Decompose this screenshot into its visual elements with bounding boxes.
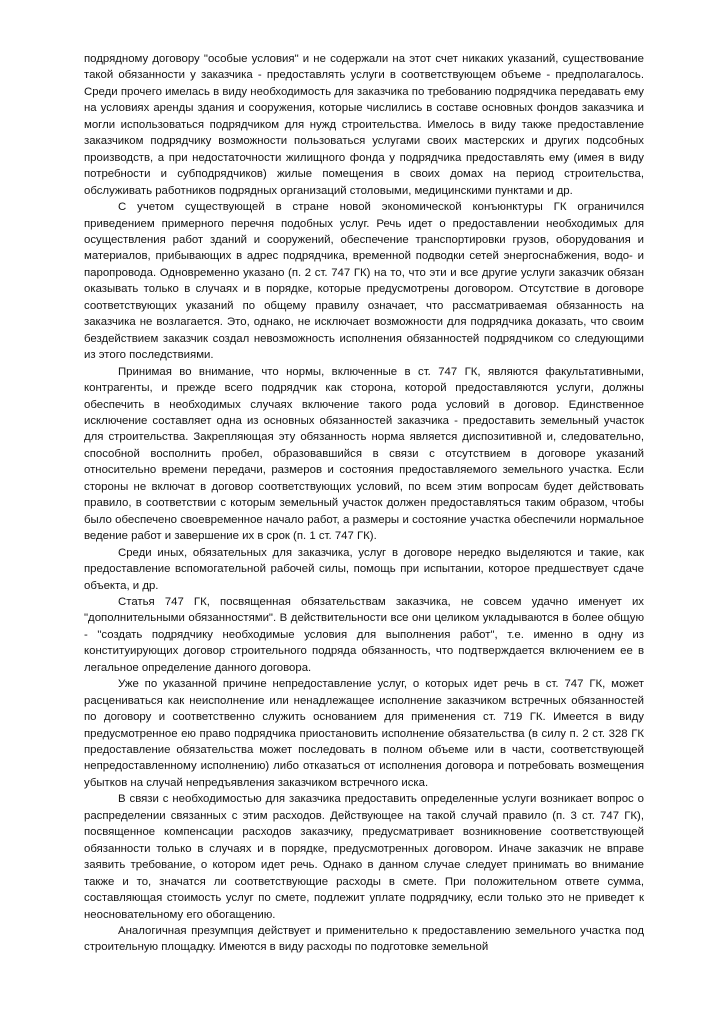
paragraph-1: подрядному договору "особые условия" и не содержали на этот счет никаких указаний, существование такой обязанности у заказчика - предоставлять услуги в соответствующем объеме - предполагалось. Среди прочего имелась в виду необходимость для заказчика по требованию подрядчика передавать ему на условиях аренды здания и сооружения, которые числились в составе основных фондов заказчика и могли использоваться подрядчиком для нужд строительства. Имелось в виду также предоставление заказчиком подрядчику возможности пользоваться услугами своих мастерских и других подсобных производств, а при недостаточности жилищного фонда у подрядчика предоставлять ему (имея в виду потребности и субподрядчиков) жилые помещения в своих домах на период строительства, обслуживать работников подрядных организаций столовыми, медицинскими пунктами и др.	[84, 53, 644, 197]
paragraph-5: Статья 747 ГК, посвященная обязательствам заказчика, не совсем удачно именует их "дополнительными обязанностями". В действительности все они целиком укладываются в более общую - "создать подрядчику необходимые условия для выполнения работ", т.е. именно в одну из конституирующих договор строительного подряда обязанность, что подтверждается включением ее в легальное определение данного договора.	[84, 595, 644, 674]
document-page	[84, 51, 644, 956]
paragraph-7: В связи с необходимостью для заказчика предоставить определенные услуги возникает вопрос о распределении связанных с этим расходов. Действующее на такой случай правило (п. 3 ст. 747 ГК), посвященное компенсации расходов заказчику, предусматривает возникновение соответствующей обязанности только в случаях и в порядке, предусмотренных договором. Иначе заказчик не вправе заявить требование, о котором идет речь. Однако в данном случае следует принимать во внимание также и то, значатся ли соответствующие расходы в смете. При положительном ответе сумма, составляющая стоимость услуг по смете, подлежит уплате подрядчику, если только это не приведет к неосновательному его обогащению.	[84, 793, 644, 921]
paragraph-8: Аналогичная презумпция действует и применительно к предоставлению земельного участка под строительную площадку. Имеются в виду расходы по подготовке земельной	[84, 925, 644, 954]
paragraph-3: Принимая во внимание, что нормы, включенные в ст. 747 ГК, являются факультативными, контрагенты, и прежде всего подрядчик как сторона, которой предоставляются услуги, должны обеспечить в необходимых случаях включение такого рода условий в договор. Единственное исключение составляет одна из основных обязанностей заказчика - предоставить земельный участок для строительства. Закрепляющая эту обязанность норма является диспозитивной и, следовательно, способной восполнить пробел, образовавшийся в связи с отсутствием в договоре указаний относительно времени передачи, размеров и состояния предоставляемого земельного участка. Если стороны не включат в договор соответствующих условий, по всем этим вопросам будет действовать правило, в соответствии с которым земельный участок должен предоставляться таким образом, чтобы было обеспечено своевременное начало работ, а размеры и состояние участка обеспечили нормальное ведение работ и завершение их в срок (п. 1 ст. 747 ГК).	[84, 365, 644, 543]
paragraph-2: С учетом существующей в стране новой экономической конъюнктуры ГК ограничился приведением примерного перечня подобных услуг. Речь идет о предоставлении необходимых для осуществления работ зданий и сооружений, обеспечение транспортировки грузов, оборудования и материалов, прибывающих в адрес подрядчика, временной подводки сетей энергоснабжения, водо- и паропровода. Одновременно указано (п. 2 ст. 747 ГК) на то, что эти и все другие услуги заказчик обязан оказывать только в случаях и в порядке, которые предусмотрены договором. Отсутствие в договоре соответствующих указаний по общему правилу означает, что рассматриваемая обязанность на заказчика не возлагается. Это, однако, не исключает возможности для подрядчика доказать, что своим бездействием заказчик создал невозможность исполнения обязанностей подрядчиком со следующими из этого последствиями.	[84, 201, 644, 362]
paragraph-4: Среди иных, обязательных для заказчика, услуг в договоре нередко выделяются и такие, как предоставление вспомогательной рабочей силы, помощь при испытании, которое предшествует сдаче объекта, и др.	[84, 546, 644, 592]
paragraph-6: Уже по указанной причине непредоставление услуг, о которых идет речь в ст. 747 ГК, может расцениваться как неисполнение или ненадлежащее исполнение заказчиком встречных обязанностей по договору и соответственно служить основанием для применения ст. 719 ГК. Имеется в виду предусмотренное ею право подрядчика приостановить исполнение обязательства (в силу п. 2 ст. 328 ГК предоставление обязательства может последовать в полном объеме или в части, соответствующей непредоставленному исполнению) либо отказаться от исполнения договора и потребовать возмещения убытков на случай непредъявления заказчиком встречного иска.	[84, 678, 644, 789]
